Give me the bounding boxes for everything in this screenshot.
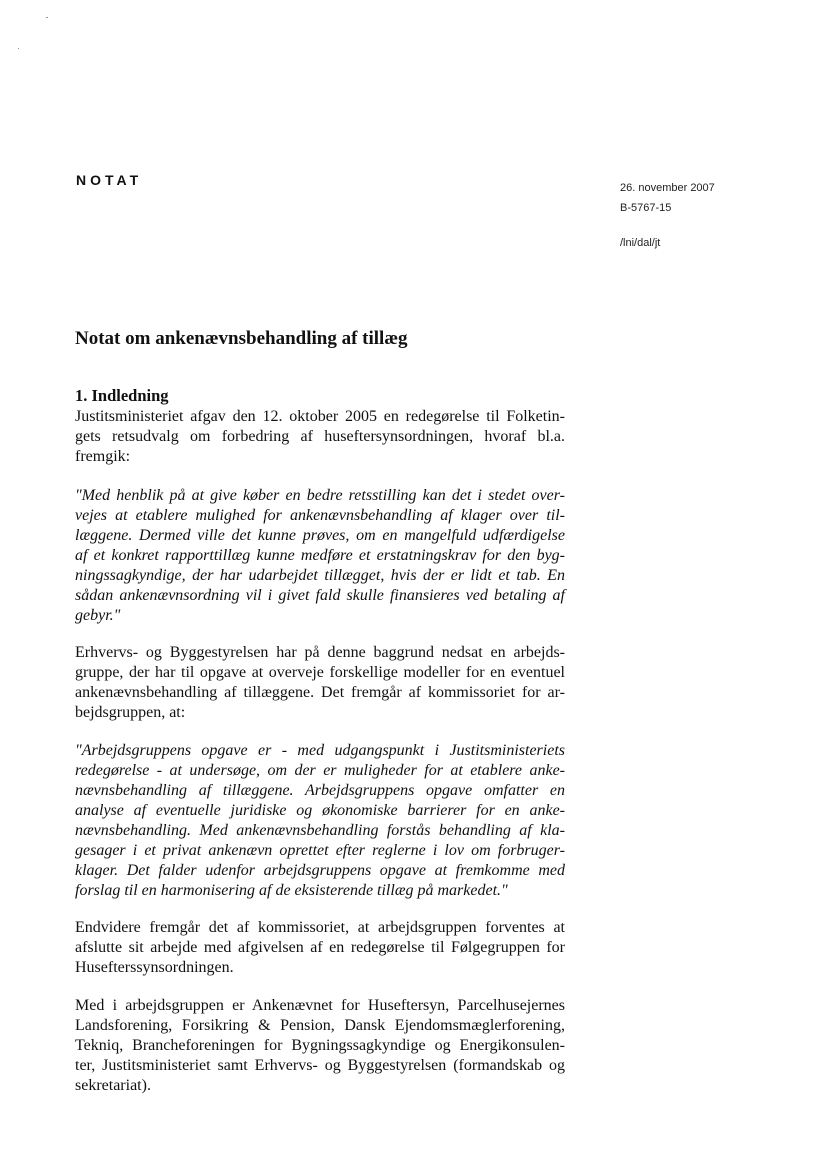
- text-line: gets retsudvalg om forbedring af huseftersynsordningen, hvoraf bl.a.: [75, 428, 565, 445]
- text-line: gebyr.": [75, 607, 121, 624]
- text-line: Landsforening, Forsikring & Pension, Dansk Ejendomsmæglerforening,: [75, 1017, 565, 1034]
- text-line: Endvidere fremgår det af kommissoriet, at arbejdsgruppen forventes at: [75, 919, 565, 936]
- text-line: redegørelse - at undersøge, om der er muligheder for at etablere anke-: [75, 762, 565, 779]
- text-line: Justitsministeriet afgav den 12. oktober 2005 en redegørelse til Folketin-: [75, 408, 565, 425]
- text-line: af et konkret rapporttillæg kunne medføre et erstatningskrav for den byg-: [75, 547, 565, 564]
- document-reference: B-5767-15: [620, 202, 672, 214]
- quote-justice-ministry: [75, 486, 565, 626]
- quote-terms-of-reference: [75, 741, 565, 901]
- text-line: ningssagkyndige, der har udarbejdet tillægget, hvis der er lidt et tab. En: [75, 567, 565, 584]
- text-line: læggene. Dermed ville det kunne prøves, om en mangelfuld udfærdigelse: [75, 527, 565, 544]
- text-line: ter, Justitsministeriet samt Erhvervs- og Byggestyrelsen (formandskab og: [75, 1057, 565, 1074]
- section-heading: 1. Indledning: [75, 386, 169, 405]
- author-initials: /lni/dal/jt: [620, 237, 661, 249]
- text-line: nævnsbehandling. Med ankenævnsbehandling forstås behandling af kla-: [75, 822, 565, 839]
- text-line: ankenævnsbehandling af tillæggene. Det fremgår af kommissoriet for ar-: [75, 684, 565, 701]
- text-line: klager. Det falder udenfor arbejdsgruppens opgave at fremkomme med: [75, 862, 565, 879]
- memo-label: NOTAT: [76, 172, 143, 188]
- text-line: vejes at etablere mulighed for ankenævnsbehandling af klager over til-: [75, 507, 565, 524]
- paragraph-deadline: [75, 918, 565, 978]
- text-line: afslutte sit arbejde med afgivelsen af en redegørelse til Følgegruppen for: [75, 939, 565, 956]
- text-line: Husefterssynsordningen.: [75, 959, 234, 976]
- text-line: gruppe, der har til opgave at overveje forskellige modeller for en eventuel: [75, 664, 565, 681]
- paragraph-working-group: [75, 643, 565, 723]
- text-line: "Med henblik på at give køber en bedre retsstilling kan det i stedet over-: [75, 487, 565, 504]
- text-line: Tekniq, Brancheforeningen for Bygningssagkyndige og Energikonsulen-: [75, 1037, 565, 1054]
- document-title: Notat om ankenævnsbehandling af tillæg: [75, 328, 408, 349]
- text-line: sådan ankenævnsordning vil i givet fald skulle finansieres ved betaling af: [75, 587, 565, 604]
- text-line: Med i arbejdsgruppen er Ankenævnet for Huseftersyn, Parcelhusejernes: [75, 997, 565, 1014]
- text-line: bejdsgruppen, at:: [75, 704, 186, 721]
- scan-speck: [46, 17, 48, 18]
- text-line: gesager i et privat ankenævn oprettet efter reglerne i lov om forbruger-: [75, 842, 565, 859]
- paragraph-members: [75, 996, 565, 1096]
- text-line: "Arbejdsgruppens opgave er - med udgangspunkt i Justitsministeriets: [75, 742, 565, 759]
- text-line: fremgik:: [75, 448, 131, 465]
- scan-speck: [18, 48, 19, 49]
- text-line: Erhvervs- og Byggestyrelsen har på denne baggrund nedsat en arbejds-: [75, 644, 565, 661]
- document-date: 26. november 2007: [620, 182, 715, 194]
- paragraph-intro: [75, 407, 565, 467]
- text-line: forslag til en harmonisering af de eksisterende tillæg på markedet.": [75, 882, 508, 899]
- text-line: nævnsbehandling af tillæggene. Arbejdsgruppens opgave omfatter en: [75, 782, 565, 799]
- text-line: analyse af eventuelle juridiske og økonomiske barrierer for en anke-: [75, 802, 565, 819]
- text-line: sekretariat).: [75, 1077, 151, 1094]
